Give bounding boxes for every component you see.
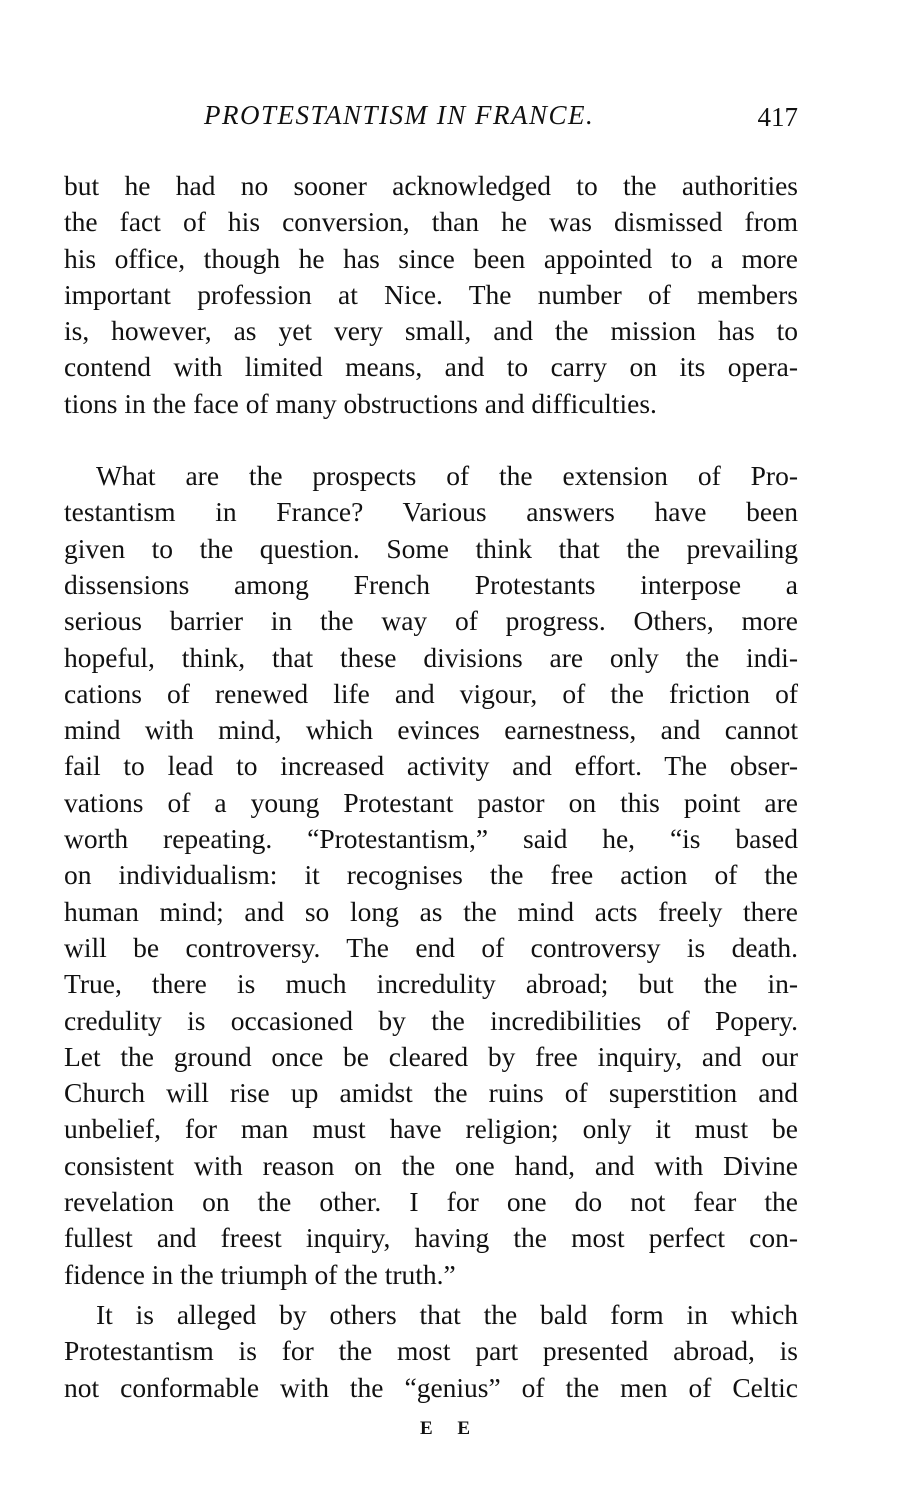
text-line: mind with mind, which evinces earnestness, and cannot bbox=[64, 714, 798, 746]
text-line: Church will rise up amidst the ruins of superstition and bbox=[64, 1077, 798, 1109]
text-line: dissensions among French Protestants interpose a bbox=[64, 568, 798, 600]
paragraph bbox=[64, 168, 798, 422]
text-line: unbelief, for man must have religion; only it must be bbox=[64, 1113, 798, 1145]
text-line: the fact of his conversion, than he was dismissed from bbox=[64, 206, 798, 238]
text-line: vations of a young Protestant pastor on this point are bbox=[64, 786, 798, 818]
text-line: contend with limited means, and to carry on its opera- bbox=[64, 351, 798, 383]
text-line: Protestantism is for the most part presented abroad, is bbox=[64, 1335, 798, 1367]
text-line: human mind; and so long as the mind acts freely there bbox=[64, 895, 798, 927]
text-line: revelation on the other. I for one do not fear the bbox=[64, 1186, 798, 1218]
paragraph bbox=[64, 1297, 798, 1406]
paragraph-gap bbox=[64, 422, 798, 458]
text-line: What are the prospects of the extension of Pro- bbox=[96, 460, 798, 492]
text-line: tions in the face of many obstructions and difficulties. bbox=[64, 387, 657, 419]
signature-mark: E E bbox=[419, 1418, 481, 1439]
text-line: fullest and freest inquiry, having the most perfect con- bbox=[64, 1222, 798, 1254]
text-line: Let the ground once be cleared by free inquiry, and our bbox=[64, 1040, 798, 1072]
text-line: credulity is occasioned by the incredibilities of Popery. bbox=[64, 1004, 798, 1036]
text-line: cations of renewed life and vigour, of the friction of bbox=[64, 677, 798, 709]
paragraph bbox=[64, 458, 798, 1293]
text-line: True, there is much incredulity abroad; but the in- bbox=[64, 968, 798, 1000]
text-line: on individualism: it recognises the free action of the bbox=[64, 859, 798, 891]
body-text bbox=[64, 168, 798, 1406]
text-line: his office, though he has since been appointed to a more bbox=[64, 242, 798, 274]
text-line: consistent with reason on the one hand, and with Divine bbox=[64, 1149, 798, 1181]
running-header bbox=[64, 100, 798, 140]
text-line: worth repeating. “Protestantism,” said he, “is based bbox=[64, 823, 798, 855]
text-line: hopeful, think, that these divisions are only the indi- bbox=[64, 641, 798, 673]
text-line: not conformable with the “genius” of the men of Celtic bbox=[64, 1371, 798, 1403]
text-line: fidence in the triumph of the truth.” bbox=[64, 1258, 456, 1290]
text-line: fail to lead to increased activity and effort. The obser- bbox=[64, 750, 798, 782]
text-line: but he had no sooner acknowledged to the authorities bbox=[64, 170, 798, 201]
text-line: It is alleged by others that the bald form in which bbox=[96, 1298, 798, 1330]
text-line: will be controversy. The end of controversy is death. bbox=[64, 931, 798, 963]
text-line: is, however, as yet very small, and the mission has to bbox=[64, 315, 798, 347]
text-line: testantism in France? Various answers have been bbox=[64, 496, 798, 528]
page-number: 417 bbox=[757, 102, 798, 132]
text-line: important profession at Nice. The number of members bbox=[64, 278, 798, 310]
text-line: given to the question. Some think that the prevailing bbox=[64, 532, 798, 564]
text-line: serious barrier in the way of progress. Others, more bbox=[64, 605, 798, 637]
running-title: PROTESTANTISM IN FRANCE. bbox=[204, 100, 595, 130]
